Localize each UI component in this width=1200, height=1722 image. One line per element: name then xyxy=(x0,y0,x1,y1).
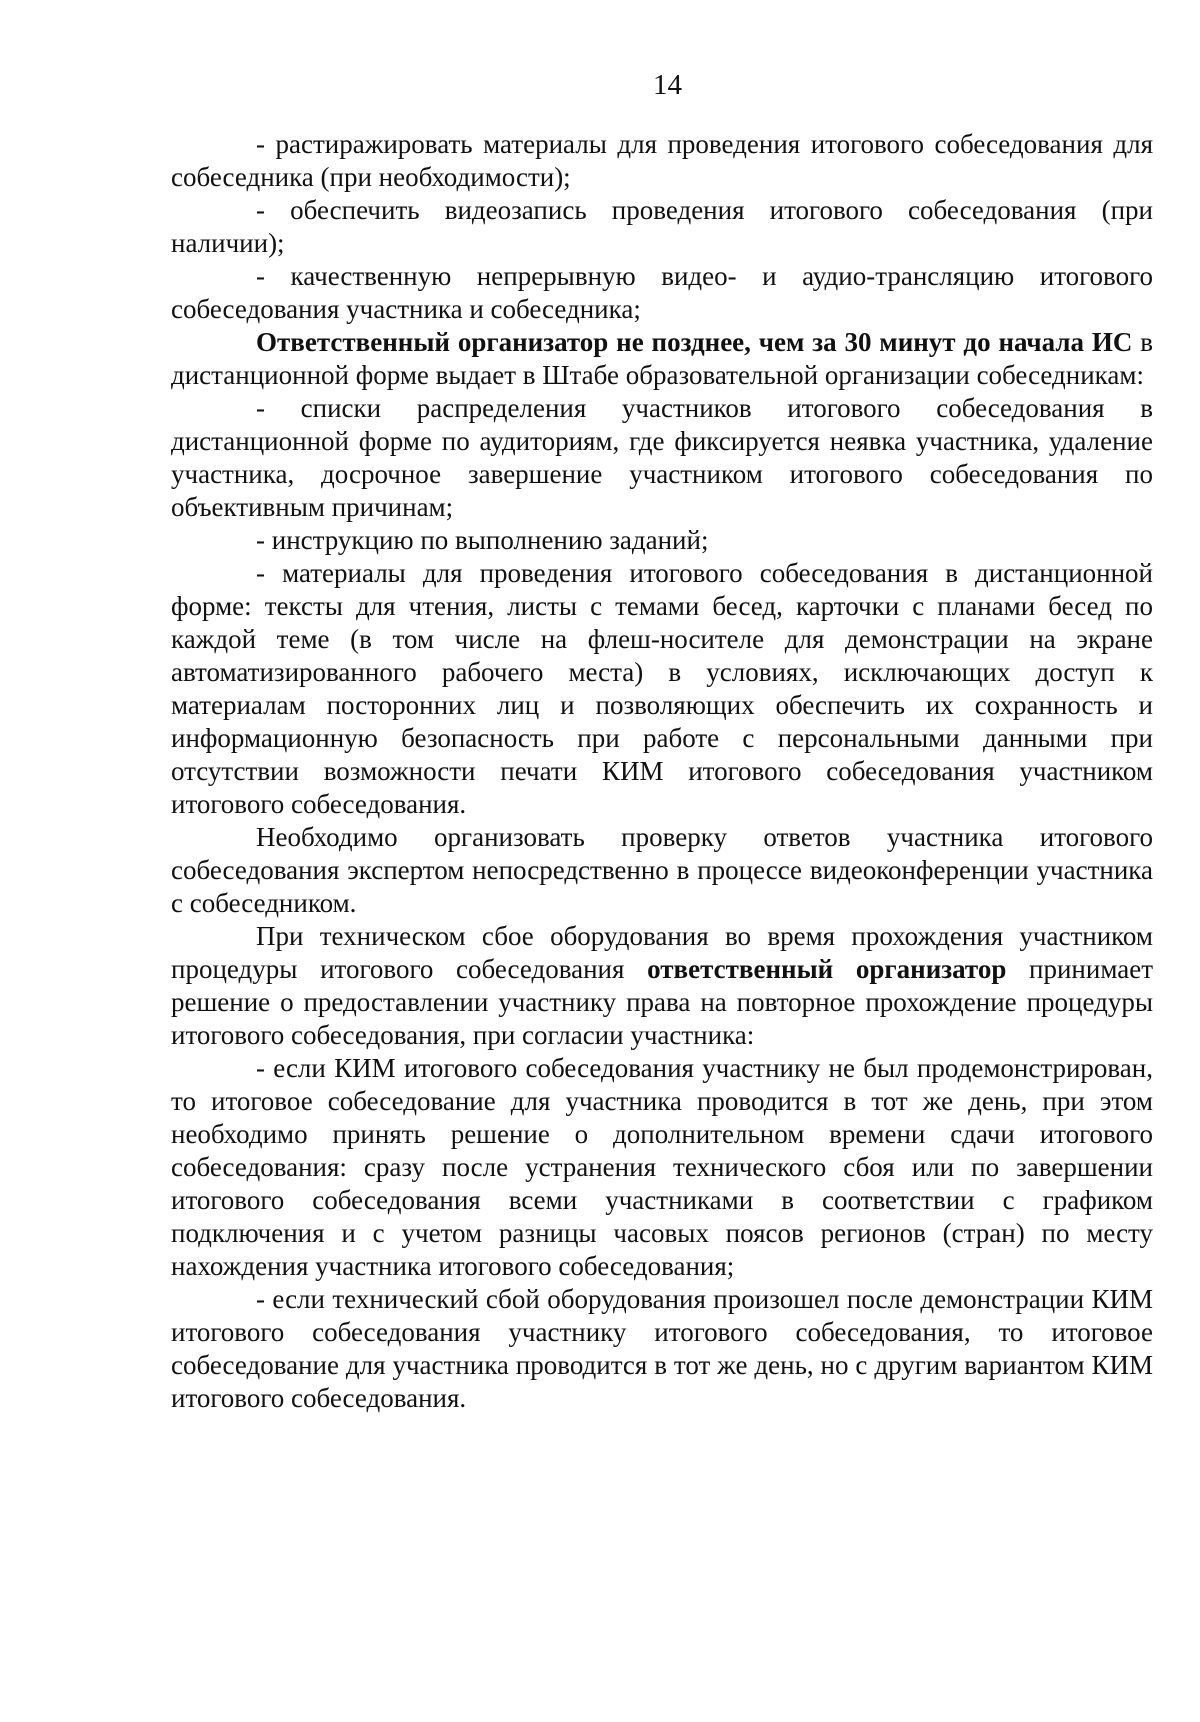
paragraph-technical-failure xyxy=(171,920,1153,1052)
paragraph-video-audio-stream: - качественную непрерывную видео- и аудио-трансляцию итогового собеседования участника и собеседника; xyxy=(171,261,1153,324)
technical-failure-before: При техническом сбое оборудования во время прохождения участником процедуры итогового собеседования xyxy=(171,921,1153,984)
paragraph-organizer-issues xyxy=(171,326,1153,392)
paragraph-participant-lists: - списки распределения участников итогового собеседования в дистанционной форме по аудиториям, где фиксируется неявка участника, удаление участника, досрочное завершение участником итогового собеседования по объективным причинам; xyxy=(171,393,1153,522)
organizer-deadline-bold: Ответственный организатор не позднее, чем за 30 минут до начала ИС xyxy=(256,327,1133,357)
paragraph-kim-not-shown: - если КИМ итогового собеседования участнику не был продемонстрирован, то итоговое собеседование для участника проводится в тот же день, при этом необходимо принять решение о дополнительном времени сдачи итогового собеседования: сразу после устранения технического сбоя или по завершении итогового собеседования всеми участниками в соответствии с графиком подключения и с учетом разницы часовых поясов регионов (стран) по месту нахождения участника итогового собеседования; xyxy=(171,1053,1153,1281)
technical-failure-after: принимает решение о предоставлении участнику права на повторное прохождение процедуры итогового собеседования, при согласии участника: xyxy=(171,954,1153,1050)
paragraph-video-recording: - обеспечить видеозапись проведения итогового собеседования (при наличии); xyxy=(171,195,1153,258)
paragraph-replicate-materials: - растиражировать материалы для проведения итогового собеседования для собеседника (при необходимости); xyxy=(171,129,1153,192)
paragraph-expert-check: Необходимо организовать проверку ответов участника итогового собеседования экспертом непосредственно в процессе видеоконференции участника с собеседником. xyxy=(171,822,1153,918)
responsible-organizer-bold: ответственный организатор xyxy=(647,954,1007,984)
paragraph-kim-shown: - если технический сбой оборудования произошел после демонстрации КИМ итогового собеседования участнику итогового собеседования, то итоговое собеседование для участника проводится в тот же день, но с другим вариантом КИМ итогового собеседования. xyxy=(171,1284,1153,1413)
page-number: 14 xyxy=(653,69,682,101)
organizer-issues-rest: в дистанционной форме выдает в Штабе образовательной организации собеседникам: xyxy=(171,327,1153,390)
document-body xyxy=(171,128,1153,1415)
paragraph-materials: - материалы для проведения итогового собеседования в дистанционной форме: тексты для чтения, листы с темами бесед, карточки с планами бесед по каждой теме (в том числе на флеш-носителе для демонстрации на экране автоматизированного рабочего места) в условиях, исключающих доступ к материалам посторонних лиц и позволяющих обеспечить их сохранность и информационную безопасность при работе с персональными данными при отсутствии возможности печати КИМ итогового собеседования участником итогового собеседования. xyxy=(171,558,1153,819)
paragraph-instructions: - инструкцию по выполнению заданий; xyxy=(256,525,709,555)
